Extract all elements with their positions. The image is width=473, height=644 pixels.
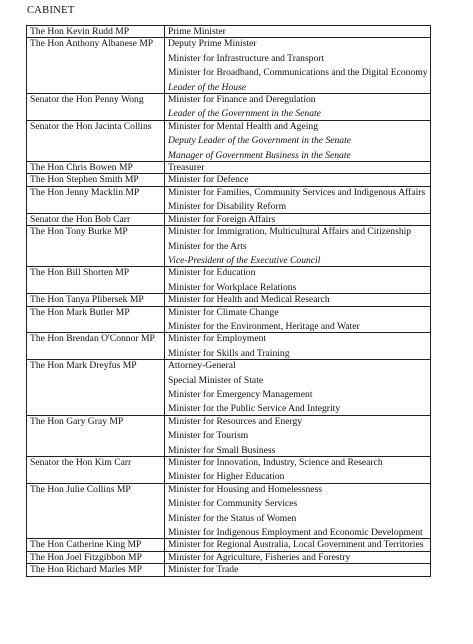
portfolio-list: [165, 306, 431, 333]
portfolio-list: [165, 94, 431, 121]
table-row: [27, 162, 431, 174]
portfolio-list: [165, 26, 431, 38]
portfolio-title: Minister for the Public Service And Integrity: [168, 403, 341, 415]
minister-name: The Hon Gary Gray MP: [27, 415, 165, 456]
portfolio-list: [165, 186, 431, 213]
portfolio-title: Minister for Small Business: [168, 444, 276, 456]
table-row: [27, 333, 431, 360]
portfolio-title: Minister for Health and Medical Research: [168, 294, 330, 306]
portfolio-title: Minister for Regional Australia, Local Government and Territories: [168, 539, 424, 551]
portfolio-title: Manager of Government Business in the Senate: [168, 149, 351, 161]
table-row: [27, 26, 431, 38]
table-row: [27, 186, 431, 213]
portfolio-title: Minister for Indigenous Employment and Economic Development: [168, 527, 423, 539]
portfolio-title: Minister for Skills and Training: [168, 347, 290, 359]
portfolio-title: Minister for the Status of Women: [168, 512, 297, 524]
portfolio-list: [165, 360, 431, 416]
portfolio-list: [165, 457, 431, 484]
portfolio-list: [165, 415, 431, 456]
minister-name: The Hon Tanya Plibersek MP: [27, 294, 165, 306]
table-row: [27, 360, 431, 416]
portfolio-title: Minister for Broadband, Communications and the Digital Economy: [168, 67, 428, 79]
portfolio-title: Minister for Community Services: [168, 498, 298, 510]
portfolio-title: Vice-President of the Executive Council: [168, 254, 321, 266]
table-row: [27, 457, 431, 484]
portfolio-title: Minister for Higher Education: [168, 471, 285, 483]
portfolio-title: Minister for Agriculture, Fisheries and Forestry: [168, 551, 351, 563]
table-row: [27, 120, 431, 161]
portfolio-title: Minister for Mental Health and Ageing: [168, 120, 319, 132]
portfolio-title: Special Minister of State: [168, 374, 264, 386]
portfolio-title: Minister for Immigration, Multicultural Affairs and Citizenship: [168, 226, 412, 238]
portfolio-list: [165, 551, 431, 563]
minister-name: The Hon Jenny Macklin MP: [27, 186, 165, 213]
portfolio-title: Minister for the Arts: [168, 240, 247, 252]
portfolio-title: Minister for Emergency Management: [168, 388, 313, 400]
portfolio-title: Deputy Prime Minister: [168, 38, 257, 50]
portfolio-list: [165, 483, 431, 539]
minister-name: The Hon Mark Dreyfus MP: [27, 360, 165, 416]
minister-name: Senator the Hon Penny Wong: [27, 94, 165, 121]
minister-name: The Hon Tony Burke MP: [27, 226, 165, 267]
table-row: [27, 226, 431, 267]
minister-name: Senator the Hon Jacinta Collins: [27, 120, 165, 161]
table-row: [27, 306, 431, 333]
table-row: [27, 294, 431, 306]
portfolio-list: [165, 213, 431, 225]
portfolio-title: Minister for Innovation, Industry, Science and Research: [168, 457, 383, 468]
table-row: [27, 415, 431, 456]
portfolio-title: Minister for Disability Reform: [168, 201, 287, 213]
portfolio-title: Minister for Climate Change: [168, 306, 279, 318]
table-row: [27, 174, 431, 186]
portfolio-title: Minister for Tourism: [168, 430, 249, 442]
table-row: [27, 539, 431, 551]
table-row: [27, 483, 431, 539]
portfolio-title: Prime Minister: [168, 26, 226, 37]
portfolio-list: [165, 226, 431, 267]
minister-name: The Hon Stephen Smith MP: [27, 174, 165, 186]
portfolio-list: [165, 539, 431, 551]
portfolio-list: [165, 38, 431, 94]
portfolio-title: Minister for Foreign Affairs: [168, 213, 276, 225]
portfolio-list: [165, 564, 431, 576]
portfolio-list: [165, 174, 431, 186]
portfolio-title: Minister for Housing and Homelessness: [168, 483, 323, 495]
minister-name: The Hon Kevin Rudd MP: [27, 26, 165, 38]
portfolio-list: [165, 333, 431, 360]
cabinet-table-body: [27, 26, 431, 577]
cabinet-table: [26, 25, 431, 577]
minister-name: The Hon Anthony Albanese MP: [27, 38, 165, 94]
table-row: [27, 564, 431, 576]
minister-name: The Hon Richard Marles MP: [27, 564, 165, 576]
page-title: CABINET: [27, 5, 75, 16]
table-row: [27, 94, 431, 121]
minister-name: The Hon Chris Bowen MP: [27, 162, 165, 174]
table-row: [27, 551, 431, 563]
portfolio-list: [165, 267, 431, 294]
minister-name: Senator the Hon Bob Carr: [27, 213, 165, 225]
minister-name: The Hon Catherine King MP: [27, 539, 165, 551]
portfolio-title: Minister for Trade: [168, 564, 239, 576]
minister-name: The Hon Brendan O'Connor MP: [27, 333, 165, 360]
minister-name: Senator the Hon Kim Carr: [27, 457, 165, 484]
table-row: [27, 213, 431, 225]
portfolio-title: Minister for Employment: [168, 333, 267, 345]
portfolio-title: Deputy Leader of the Government in the Senate: [168, 135, 352, 147]
portfolio-list: [165, 162, 431, 174]
portfolio-title: Minister for Workplace Relations: [168, 281, 297, 293]
portfolio-title: Minister for Defence: [168, 174, 249, 186]
portfolio-title: Minister for Finance and Deregulation: [168, 94, 316, 106]
portfolio-title: Leader of the Government in the Senate: [168, 108, 321, 120]
portfolio-title: Treasurer: [168, 162, 205, 174]
minister-name: The Hon Joel Fitzgibbon MP: [27, 551, 165, 563]
minister-name: The Hon Julie Collins MP: [27, 483, 165, 539]
portfolio-title: Minister for Infrastructure and Transport: [168, 52, 325, 64]
portfolio-title: Leader of the House: [168, 81, 247, 93]
minister-name: The Hon Mark Butler MP: [27, 306, 165, 333]
portfolio-title: Attorney-General: [168, 360, 236, 372]
portfolio-title: Minister for Resources and Energy: [168, 415, 303, 427]
table-row: [27, 38, 431, 94]
portfolio-list: [165, 294, 431, 306]
portfolio-list: [165, 120, 431, 161]
portfolio-title: Minister for Education: [168, 267, 256, 279]
portfolio-title: Minister for Families, Community Services and Indigenous Affairs: [168, 186, 426, 198]
minister-name: The Hon Bill Shorten MP: [27, 267, 165, 294]
portfolio-title: Minister for the Environment, Heritage and Water: [168, 320, 360, 332]
table-row: [27, 267, 431, 294]
